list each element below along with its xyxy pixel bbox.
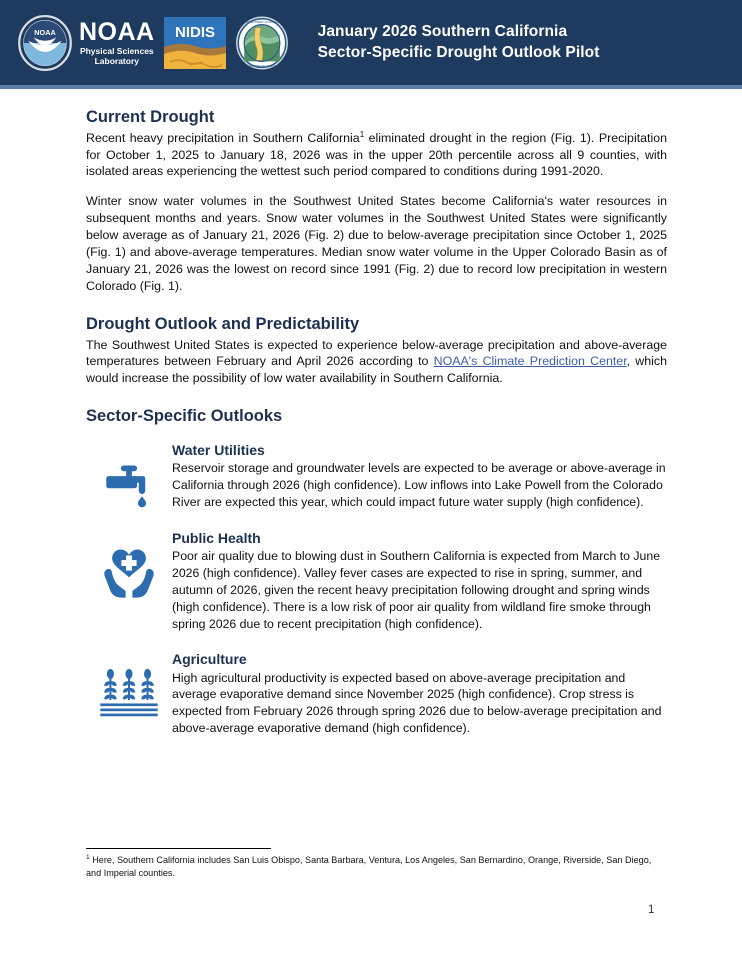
- paragraph-text-cont: , which would increase the possibility of low water availability in Southern California.: [86, 354, 667, 386]
- cpc-link[interactable]: NOAA's Climate Prediction Center: [433, 354, 627, 369]
- sector-item-agriculture: [86, 650, 667, 737]
- header-accent-rule: [0, 85, 742, 89]
- page-title-line-2: Sector-Specific Drought Outlook Pilot: [317, 43, 600, 61]
- page-title: [318, 22, 600, 63]
- sector-icon-cell: [86, 441, 172, 511]
- footnote-text: [86, 854, 667, 879]
- sector-body-agriculture: High agricultural productivity is expected based on above-average precipitation and average evaporative demand since November 2025 (high confidence). Crop stress is expected from February 2026 through spring 2026 due to below-average precipitation and above-average evaporative demand (high confidence).: [172, 670, 662, 736]
- noaa-sub-line-2: Laboratory: [94, 56, 139, 66]
- footnote-block: [86, 848, 667, 879]
- footnote-marker: 1: [86, 853, 90, 861]
- california-dwr-seal-icon: [235, 16, 289, 70]
- footnote-marker: 1: [359, 129, 365, 139]
- section-heading-current-drought: Current Drought: [86, 108, 215, 126]
- footnote-divider: [86, 848, 271, 849]
- wheat-field-icon: [100, 668, 158, 722]
- sector-title-water-utilities: Water Utilities: [172, 441, 265, 458]
- svg-text:DEPARTMENT OF WATER: DEPARTMENT OF WATER: [245, 20, 279, 24]
- noaa-wordmark-text: NOAA: [79, 17, 155, 46]
- header-logo-strip: [0, 15, 289, 71]
- paragraph-current-drought-1: [86, 130, 667, 181]
- section-heading-drought-outlook: Drought Outlook and Predictability: [86, 314, 360, 333]
- document-body: [86, 107, 667, 737]
- noaa-wordmark: [79, 17, 155, 66]
- sector-title-agriculture: Agriculture: [172, 651, 247, 668]
- heart-hands-medical-icon: [102, 547, 156, 601]
- paragraph-text: The Southwest United States is expected to experience below-average precipitation and above-average temperatures between February and April 2026 according to: [86, 337, 667, 369]
- page-header-banner: [0, 0, 742, 85]
- sector-icon-cell: [86, 650, 172, 722]
- sector-body-public-health: Poor air quality due to blowing dust in Southern California is expected from March to June 2026 (high confidence). Valley fever cases are expected to rise in spring, summer, and autumn of 2026, given the recent heavy precipitation following drought and spring winds (high confidence). There is a low risk of poor air quality from wildland fire smoke through spring 2026 due to recent precipitation (high confidence).: [172, 549, 661, 631]
- sector-list: [86, 441, 667, 737]
- sector-title-public-health: Public Health: [172, 529, 261, 546]
- sector-text-cell: [172, 529, 667, 632]
- paragraph-text-cont: eliminated drought in the region (Fig. 1). Precipitation for October 1, 2025 to January 18, 2026 was in the upper 20th percentile across all 9 counties, with isolated areas experiencing the wettest such period compared to conditions during 1991-2020.: [86, 130, 668, 179]
- sector-icon-cell: [86, 529, 172, 601]
- nidis-logo: [164, 17, 226, 69]
- faucet-icon: [103, 459, 155, 511]
- noaa-sub-line-1: Physical Sciences: [79, 45, 154, 56]
- footnote-body: Here, Southern California includes San Luis Obispo, Santa Barbara, Ventura, Los Angeles, San Bernardino, Orange, Riverside, San Diego, and Imperial counties.: [86, 855, 652, 878]
- paragraph-text: Recent heavy precipitation in Southern California: [86, 130, 360, 145]
- svg-text:STATE OF CALIFORNIA: STATE OF CALIFORNIA: [246, 64, 277, 68]
- sector-body-water-utilities: Reservoir storage and groundwater levels are expected to be average or above-average in California through 2026 (high confidence). Low inflows into Lake Powell from the Colorado River are expected this year, which could impact future water supply (high confidence).: [172, 461, 666, 509]
- sector-item-public-health: [86, 529, 667, 632]
- sector-text-cell: [172, 650, 667, 737]
- page-title-line-1: January 2026 Southern California: [317, 23, 568, 41]
- sector-item-water-utilities: [86, 441, 667, 511]
- page-number: 1: [648, 904, 655, 916]
- paragraph-current-drought-2: Winter snow water volumes in the Southwest United States become California's water resources in subsequent months and years. Snow water volumes in the Southwest United States were significantly below average as of January 21, 2026 (Fig. 2) due to below-average precipitation since October 1, 2025 (Fig. 1) and above-average temperatures. Median snow water volume in the Upper Colorado Basin as of January 21, 2026 was the lowest on record since 1991 (Fig. 2) due to record low precipitation in western Colorado (Fig. 1).: [86, 194, 667, 293]
- sector-text-cell: [172, 441, 667, 511]
- noaa-logo: [17, 15, 155, 71]
- svg-text:NOAA: NOAA: [34, 27, 56, 37]
- noaa-seal-icon: [17, 15, 73, 71]
- svg-text:NIDIS: NIDIS: [174, 23, 215, 41]
- section-heading-sector-outlooks: Sector-Specific Outlooks: [86, 407, 283, 426]
- paragraph-drought-outlook-1: [86, 337, 667, 388]
